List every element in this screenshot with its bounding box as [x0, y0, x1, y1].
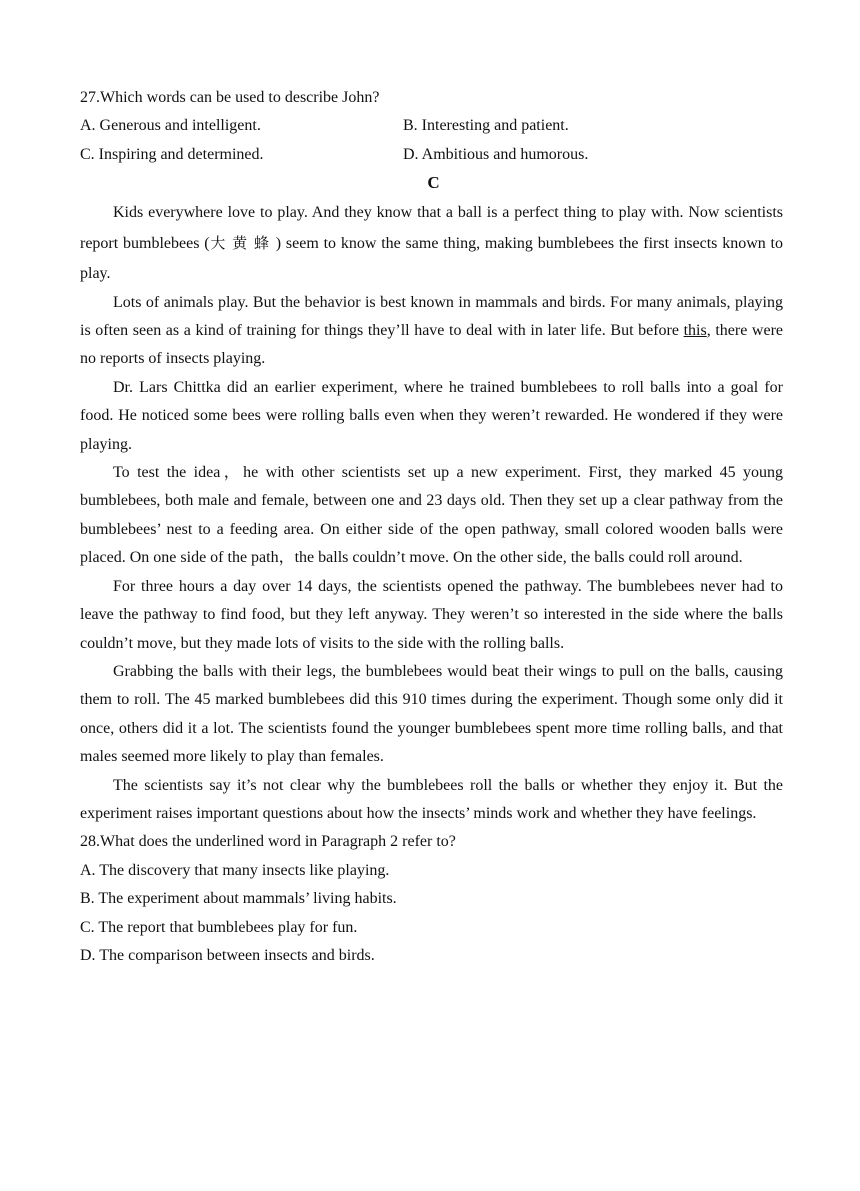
passage-paragraph-6: Grabbing the balls with their legs, the bumblebees would beat their wings to pull on the balls, causing them to roll. The 45 marked bumblebees did this 910 times during the experiment. Though some only did it once, others did it a lot. The scientists found the younger bumblebees spent more time rolling balls, and that males seemed more likely to play than females. — [80, 662, 783, 766]
passage-paragraph-7: The scientists say it’s not clear why the bumblebees roll the balls or whether they enjoy it. But the experiment raises important questions about how the insects’ minds work and whether they have feelings. — [80, 776, 783, 822]
passage-paragraph-4: To test the idea，he with other scientists set up a new experiment. First, they marked 45 young bumblebees, both male and female, between one and 23 days old. Then they set up a clear pathway from the bumblebees’ nest to a feeding area. On either side of the open pathway, small colored wooden balls were placed. On one side of the path，the balls couldn’t move. On the other side, the balls could roll around. — [80, 464, 783, 567]
question-27-option-c: C. Inspiring and determined. — [80, 145, 264, 163]
question-28-option-b: B. The experiment about mammals’ living habits. — [80, 890, 397, 908]
section-title: C — [427, 173, 440, 193]
question-28-option-a: A. The discovery that many insects like playing. — [80, 861, 390, 879]
question-28-option-d: D. The comparison between insects and birds. — [80, 946, 375, 964]
passage-p2-underlined-word: this — [683, 322, 707, 340]
question-27-option-b: B. Interesting and patient. — [403, 117, 569, 135]
passage-paragraph-2 — [80, 289, 783, 374]
passage-p1-part-a: Kids everywhere love to play. And they know that a ball is a perfect thing to play with. Now scientists report bumblebees ( — [80, 203, 783, 252]
passage-p2-part-b: , there were no reports of insects playing. — [80, 322, 784, 368]
question-27-options-row-2 — [80, 141, 783, 169]
question-28-option-c: C. The report that bumblebees play for fun. — [80, 918, 358, 936]
question-27-option-d: D. Ambitious and humorous. — [403, 145, 589, 163]
exam-page — [80, 84, 783, 970]
passage-p1-chinese-gloss: 大黄蜂 — [209, 233, 276, 252]
question-28-stem: 28.What does the underlined word in Paragraph 2 refer to? — [80, 833, 456, 851]
passage-p2-part-a: Lots of animals play. But the behavior is best known in mammals and birds. For many animals, playing is often seen as a kind of training for things they’ll have to deal with in later life. But before — [80, 293, 783, 340]
question-27-stem: 27.Which words can be used to describe John? — [80, 89, 380, 106]
question-27-options-row-1 — [80, 112, 783, 140]
passage-paragraph-1 — [80, 198, 783, 289]
passage-p1-part-b: ) seem to know the same thing, making bumblebees the first insects known to play. — [80, 234, 784, 282]
passage-paragraph-5: For three hours a day over 14 days, the scientists opened the pathway. The bumblebees never had to leave the pathway to find food, but they left anyway. They weren’t so interested in the side where the balls couldn’t move, but they made lots of visits to the side with the rolling balls. — [80, 577, 783, 652]
passage-paragraph-3: Dr. Lars Chittka did an earlier experiment, where he trained bumblebees to roll balls into a goal for food. He noticed some bees were rolling balls even when they weren’t rewarded. He wondered if they were playing. — [80, 378, 783, 453]
question-27-option-a: A. Generous and intelligent. — [80, 117, 261, 135]
